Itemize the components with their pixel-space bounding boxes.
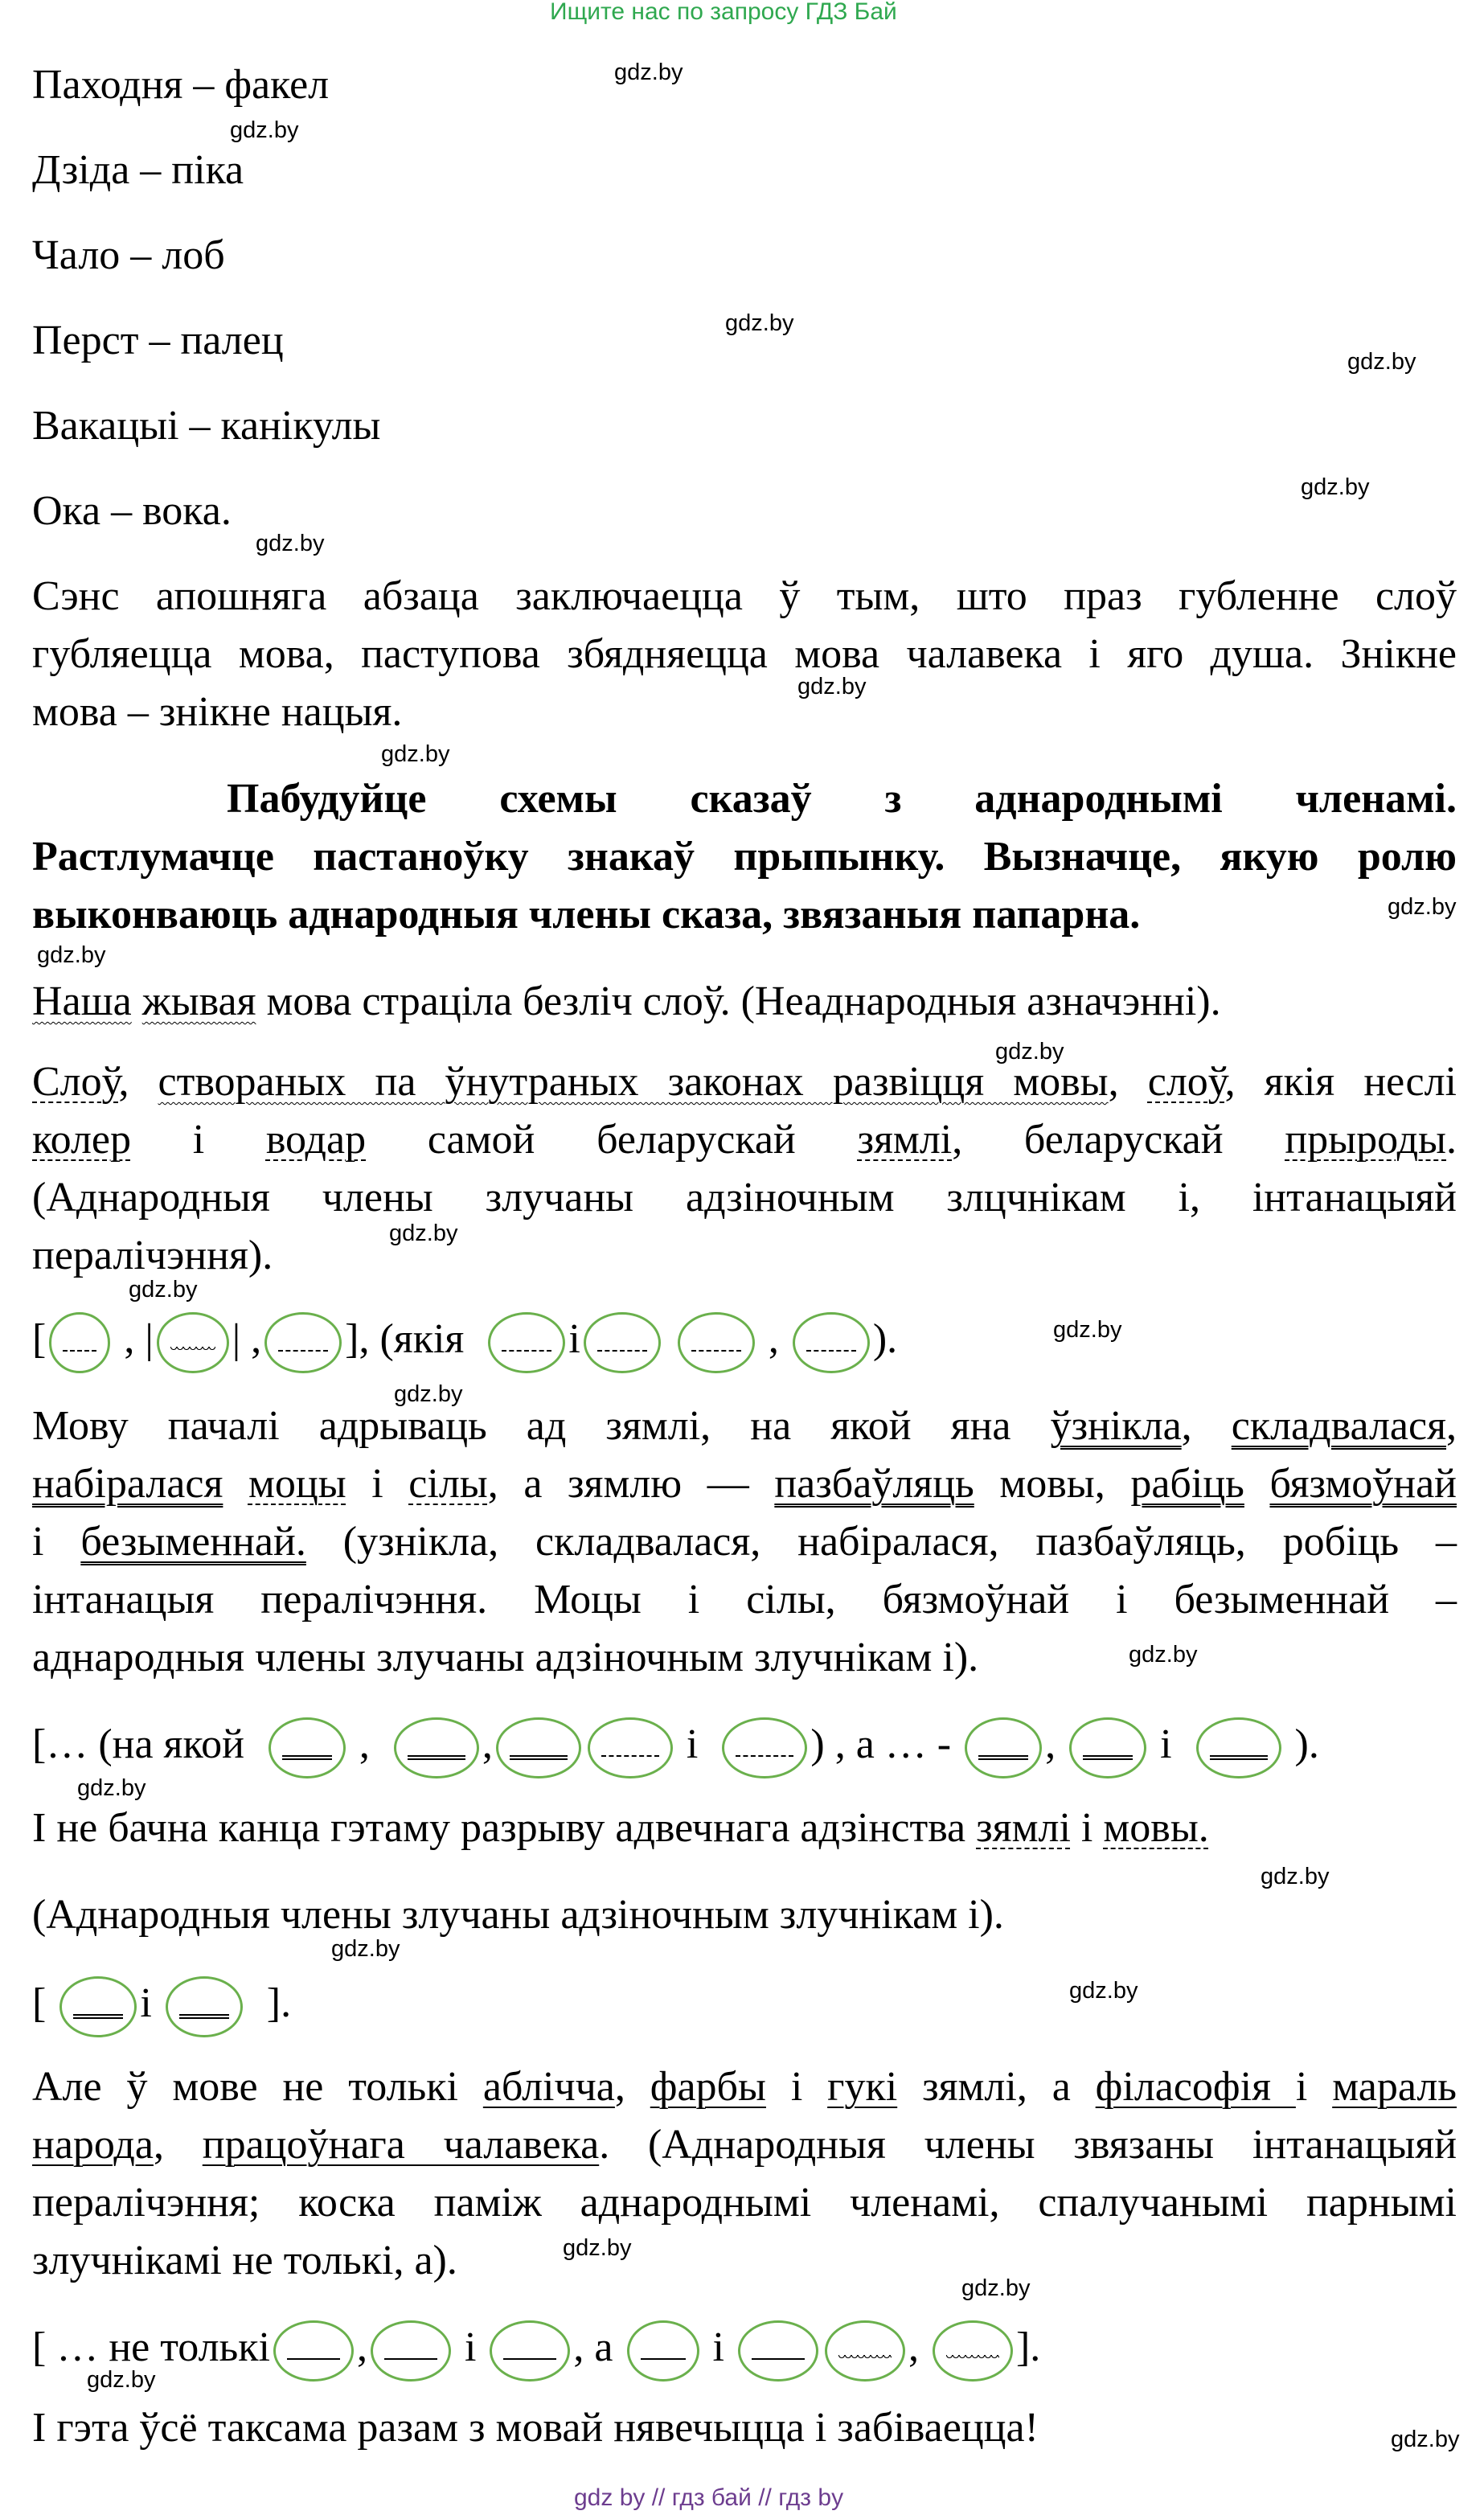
sentence-4: І не бачна канца гэтаму разрыву адвечнага адзінства зямлі і мовы. [32,1805,1209,1851]
sentence-2-line: (Аднародныя члены злучаны адзіночным злцчнікам і, інтанацыяй [32,1175,1457,1221]
oval-dashed [793,1312,870,1373]
comma: , [251,1316,262,1362]
sentence-5-line: народа, працоўнага чалавека. (Аднародныя члены звязаны інтанацыяй [32,2122,1457,2168]
oval-double [1069,1717,1146,1778]
watermark: gdz.by [1069,1978,1138,2004]
sentence-2-line: пералічэння). [32,1233,273,1278]
watermark: gdz.by [389,1221,458,1246]
watermark: gdz.by [1053,1317,1122,1343]
oval-double [394,1717,479,1778]
sentence-3-line: і безыменнай. (узнікла, складвалася, набіралася, пазбаўляць, робіць – [32,1519,1457,1565]
oval-double [269,1717,346,1778]
sentence-text: , беларускай [952,1117,1224,1163]
watermark: gdz.by [1261,1864,1330,1889]
oval-single [738,2320,818,2382]
sentence-2-line: колер і водар самой беларускай зямлі, беларускай прыроды. [32,1117,1457,1163]
watermark: gdz.by [1301,474,1370,500]
watermark: gdz.by [1347,349,1416,375]
bar: | [145,1316,154,1362]
sentence-5-line: злучнікамі не толькі, а). [32,2238,457,2283]
underlined-word: аблічча [482,2064,615,2110]
comma: , [124,1316,135,1362]
underlined-word: мовы. [1103,1805,1209,1851]
oval-dashed [49,1312,110,1373]
oval-single [371,2320,451,2382]
meaning-line: губляецца мова, паступова збядняецца мова чалавека і яго душа. Знікне [32,631,1457,677]
oval-wavy [933,2320,1013,2382]
oval-dashed [584,1312,661,1373]
comma: , [768,1316,779,1362]
underlined-word: зямлі [976,1805,1071,1851]
underlined-word: фарбы [650,2064,766,2110]
task-line: Растлумачце пастаноўку знакаў прыпынку. Вызначце, якую ролю [32,834,1457,880]
schema-3: [ і ]. [32,1971,291,2037]
underlined-word: водар [265,1117,367,1163]
word-pair: Перст – палец [32,318,284,363]
underlined-word: Наша [32,978,132,1024]
word-pair: Паходня – факел [32,62,330,108]
oval-dashed [264,1312,342,1373]
watermark: gdz.by [87,2367,156,2393]
underlined-word: сілы [408,1461,488,1507]
watermark: gdz.by [797,674,867,699]
footer-links[interactable]: gdz by // гдз бай // гдз by [574,2484,844,2511]
word-pair: Дзіда – піка [32,147,244,193]
oval-dashed [678,1312,755,1373]
underlined-word: філасофія [1095,2064,1296,2110]
watermark: gdz.by [230,117,299,143]
sentence-text: Мову пачалі адрываць ад зямлі, на якой яна [32,1403,1051,1449]
bracket: ], (якія [345,1316,465,1362]
oval-double [1196,1717,1281,1778]
watermark: gdz.by [37,942,106,968]
underlined-word: пазбаўляць [774,1461,974,1507]
sentence-4-note: (Аднародныя члены злучаны адзіночным злучнікам і). [32,1892,1004,1938]
oval-single [627,2320,699,2382]
oval-double [965,1717,1042,1778]
sentence-text: мова страціла безліч слоў. (Неаднародныя азначэнні). [256,978,1221,1024]
underlined-word: бязмоўнай [1269,1461,1457,1507]
sentence-5-line: Але ў мове не толькі аблічча, фарбы і гукі зямлі, а філасофія і мараль [32,2064,1457,2110]
task-line: Пабудуйце схемы сказаў з аднароднымі членамі. [227,776,1457,822]
sentence-3-line: аднародныя члены злучаны адзіночным злучнікам і). [32,1635,979,1680]
underlined-word: жывая [141,978,256,1024]
sentence-2-line: Слоў, створаных па ўнутраных законах развіцця мовы, слоў, якія неслі [32,1059,1457,1105]
watermark: gdz.by [563,2235,632,2261]
underlined-word: Слоў [32,1059,119,1105]
sentence-text: самой беларускай [427,1117,796,1163]
bar: | [232,1316,241,1362]
schema-4: [ … не толькі , і , а і , ]. [32,2316,1040,2382]
word-pair: Ока – вока. [32,488,232,534]
underlined-word: колер [32,1117,131,1163]
watermark: gdz.by [614,59,683,85]
oval-double [496,1717,581,1778]
oval-wavy [157,1312,229,1373]
sentence-5-line: пералічэння; коска паміж аднароднымі членамі, спалучанымі парнымі [32,2180,1457,2226]
meaning-line: мова – знікне нацыя. [32,689,403,735]
underlined-word: складвалася [1231,1403,1447,1449]
watermark: gdz.by [725,310,794,336]
watermark: gdz.by [1391,2427,1460,2452]
watermark: gdz.by [995,1039,1064,1065]
oval-single [490,2320,570,2382]
watermark: gdz.by [77,1775,146,1801]
oval-dashed [722,1717,807,1778]
meaning-line: Сэнс апошняга абзаца заключаецца ў тым, што праз губленне слоў [32,573,1457,619]
task-line: выконваюць аднародныя члены сказа, звязаныя папарна. [32,892,1141,937]
underlined-word: ўзнікла [1050,1403,1182,1449]
word-pair: Вакацыі – канікулы [32,403,381,449]
sentence-text: і [192,1117,205,1163]
oval-dashed [588,1717,673,1778]
watermark: gdz.by [331,1936,400,1962]
schema-1 [32,1307,897,1373]
underlined-word: народа [32,2122,154,2168]
watermark: gdz.by [1129,1642,1198,1668]
underlined-word: набіралася [32,1461,223,1507]
schema-2: [… (на якой , , і ) , а … - , і ). [32,1713,1319,1778]
watermark: gdz.by [381,741,450,767]
bracket: ). [872,1316,898,1362]
sentence-3-line: інтанацыя пералічэння. Моцы і сілы, бязмоўнай і безыменнай – [32,1577,1457,1623]
underlined-word: рабіць [1130,1461,1244,1507]
underlined-word: моцы [248,1461,346,1507]
bracket: [ [32,1316,47,1362]
sentence-1 [32,973,1221,1031]
watermark: gdz.by [394,1381,463,1407]
sentence-3-line: Мову пачалі адрываць ад зямлі, на якой яна ўзнікла, складвалася, [32,1403,1457,1449]
watermark: gdz.by [256,531,325,556]
underlined-word: працоўнага чалавека [202,2122,600,2168]
underlined-word: гукі [827,2064,898,2110]
oval-double [59,1976,137,2037]
watermark: gdz.by [961,2275,1031,2301]
watermark: gdz.by [1388,894,1457,920]
underlined-word: мараль [1332,2064,1457,2110]
underlined-word: зямлі [857,1117,953,1163]
sentence-3-line: набіралася моцы і сілы, а зямлю — пазбаўляць мовы, рабіць бязмоўнай [32,1461,1457,1507]
underlined-word: створаных па ўнутраных законах развіцця мовы [158,1059,1109,1105]
watermark: gdz.by [129,1277,198,1303]
oval-dashed [488,1312,565,1373]
underlined-word: безыменнай. [80,1519,306,1565]
conjunction: і [568,1316,580,1362]
oval-wavy [825,2320,905,2382]
underlined-word: прыроды [1285,1117,1446,1163]
sentence-text: , якія неслі [1224,1059,1457,1105]
word-pair: Чало – лоб [32,232,225,278]
oval-double [166,1976,243,2037]
header-search-link[interactable]: Ищите нас по запросу ГДЗ Бай [550,0,897,25]
final-sentence: І гэта ўсё таксама разам з мовай нявечыцца і забіваецца! [32,2405,1039,2451]
underlined-word: слоў [1147,1059,1225,1105]
bracket: [… (на якой [32,1721,244,1767]
oval-single [273,2320,354,2382]
